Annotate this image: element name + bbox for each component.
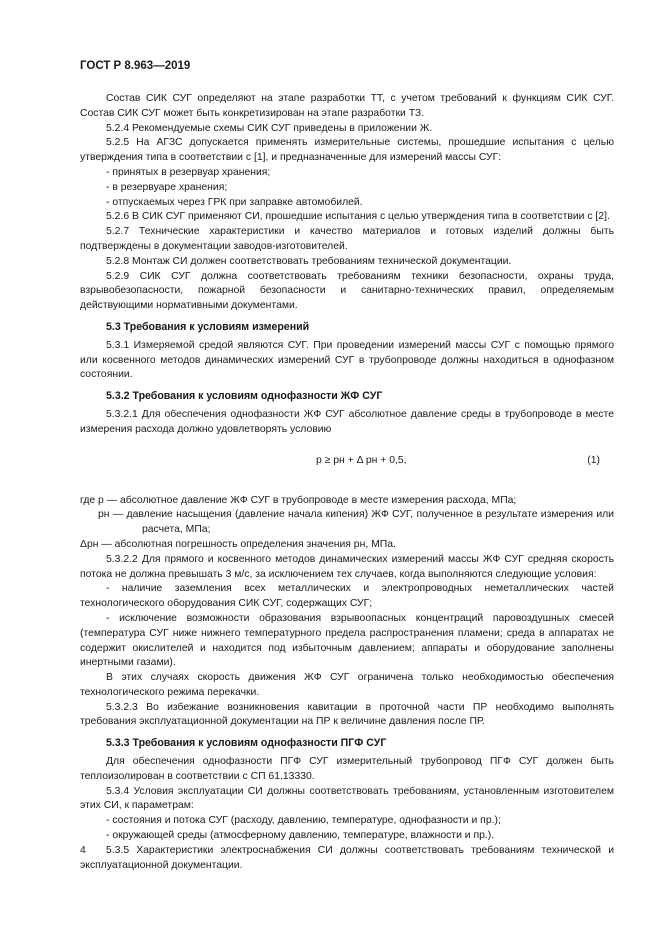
formula-number: (1) [587,454,600,466]
section-heading: 5.3 Требования к условиям измерений [106,320,310,333]
page-number: 4 [80,845,86,856]
list-item: - отпускаемых через ГРК при заправке автомобилей. [106,196,363,208]
paragraph: 5.2.5 На АГЗС допускается применять измерительные системы, прошедшие испытания с целью утверждения типа в соответствии с [1], и предназначенные для измерений массы СУГ: [80,137,614,164]
paragraph: Для обеспечения однофазности ПГФ СУГ измерительный трубопровод ПГФ СУГ должен быть теплоизолирован в соответствии с СП 61.13330. [80,756,614,782]
formula-expression: p ≥ pн + Δ pн + 0,5, [316,454,407,466]
list-item: - принятых в резервуар хранения; [106,166,271,178]
list-item: - окружающей среды (атмосферному давлению, температуре, влажности и пр.). [106,830,495,842]
formula [80,454,614,480]
definition: pн — давление насыщения (давление начала кипения) ЖФ СУГ, полученное в результате измерения или расчета, МПа; [98,509,614,536]
paragraph: 5.2.4 Рекомендуемые схемы СИК СУГ приведены в приложении Ж. [106,122,433,134]
paragraph: 5.3.4 Условия эксплуатации СИ должны соответствовать требованиям, установленным изготовителем этих СИ, к параметрам: [80,785,614,812]
document-body [80,92,614,873]
list-item: - наличие заземления всех металлических и электропроводных неметаллических частей технологического оборудования СИК СУГ, содержащих СУГ; [80,583,614,610]
list-item: - исключение возможности образования взрывоопасных концентраций паровоздушных смесей (температура СУГ ниже нижнего температурного предела распространения пламени; среда в аппаратах не содержит окислителей и находится под избыточным давлением; аппараты и оборудование заполнены инертными газами). [80,612,614,669]
paragraph: 5.3.2.2 Для прямого и косвенного методов динамических измерений массы ЖФ СУГ средняя скорость потока не должна превышать 3 м/с, за исключением тех случаев, когда выполняются следующие условия: [80,553,614,580]
paragraph: Состав СИК СУГ определяют на этапе разработки ТТ, с учетом требований к функциям СИК СУГ. Состав СИК СУГ может быть конкретизирован на этапе разработки ТЗ. [80,93,614,119]
paragraph: 5.3.1 Измеряемой средой являются СУГ. При проведении измерений массы СУГ с помощью прямого или косвенного методов динамических измерений СУГ в трубопроводе должны находиться в однофазном состоянии. [80,339,614,381]
list-item: - в резервуаре хранения; [106,181,228,193]
paragraph: 5.3.2.3 Во избежание возникновения кавитации в проточной части ПР необходимо выполнять требования эксплуатационной документации на ПР к величине давления после ПР. [80,701,614,728]
paragraph: 5.2.6 В СИК СУГ применяют СИ, прошедшие испытания с целью утверждения типа в соответствии с [2]. [106,211,610,223]
document-header: ГОСТ Р 8.963—2019 [80,60,191,72]
paragraph: 5.2.9 СИК СУГ должна соответствовать требованиям техники безопасности, охраны труда, взрывобезопасности, пожарной безопасности и санитарно-технических правил, определяемым действующими нормативными документами. [80,270,614,312]
paragraph: 5.3.5 Характеристики электроснабжения СИ должны соответствовать требованиям технической и эксплуатационной документации. [80,844,614,871]
section-heading: 5.3.3 Требования к условиям однофазности ПГФ СУГ [106,737,387,750]
definition: где p — абсолютное давление ЖФ СУГ в трубопроводе в месте измерения расхода, МПа; [80,494,517,506]
paragraph: 5.2.8 Монтаж СИ должен соответствовать требованиям технической документации. [106,255,512,267]
definition: Δpн — абсолютная погрешность определения значения pн, МПа. [80,538,396,550]
paragraph: 5.2.7 Технические характеристики и качество материалов и готовых изделий должны быть подтверждены в документации заводов-изготовителей. [80,226,614,252]
paragraph: В этих случаях скорость движения ЖФ СУГ ограничена только необходимостью обеспечения технологического режима перекачки. [80,672,614,698]
section-heading: 5.3.2 Требования к условиям однофазности ЖФ СУГ [106,390,383,403]
list-item: - состояния и потока СУГ (расходу, давлению, температуре, однофазности и пр.); [106,815,501,827]
paragraph: 5.3.2.1 Для обеспечения однофазности ЖФ СУГ абсолютное давление среды в трубопроводе в месте измерения расхода должно удовлетворять условию [80,408,614,435]
